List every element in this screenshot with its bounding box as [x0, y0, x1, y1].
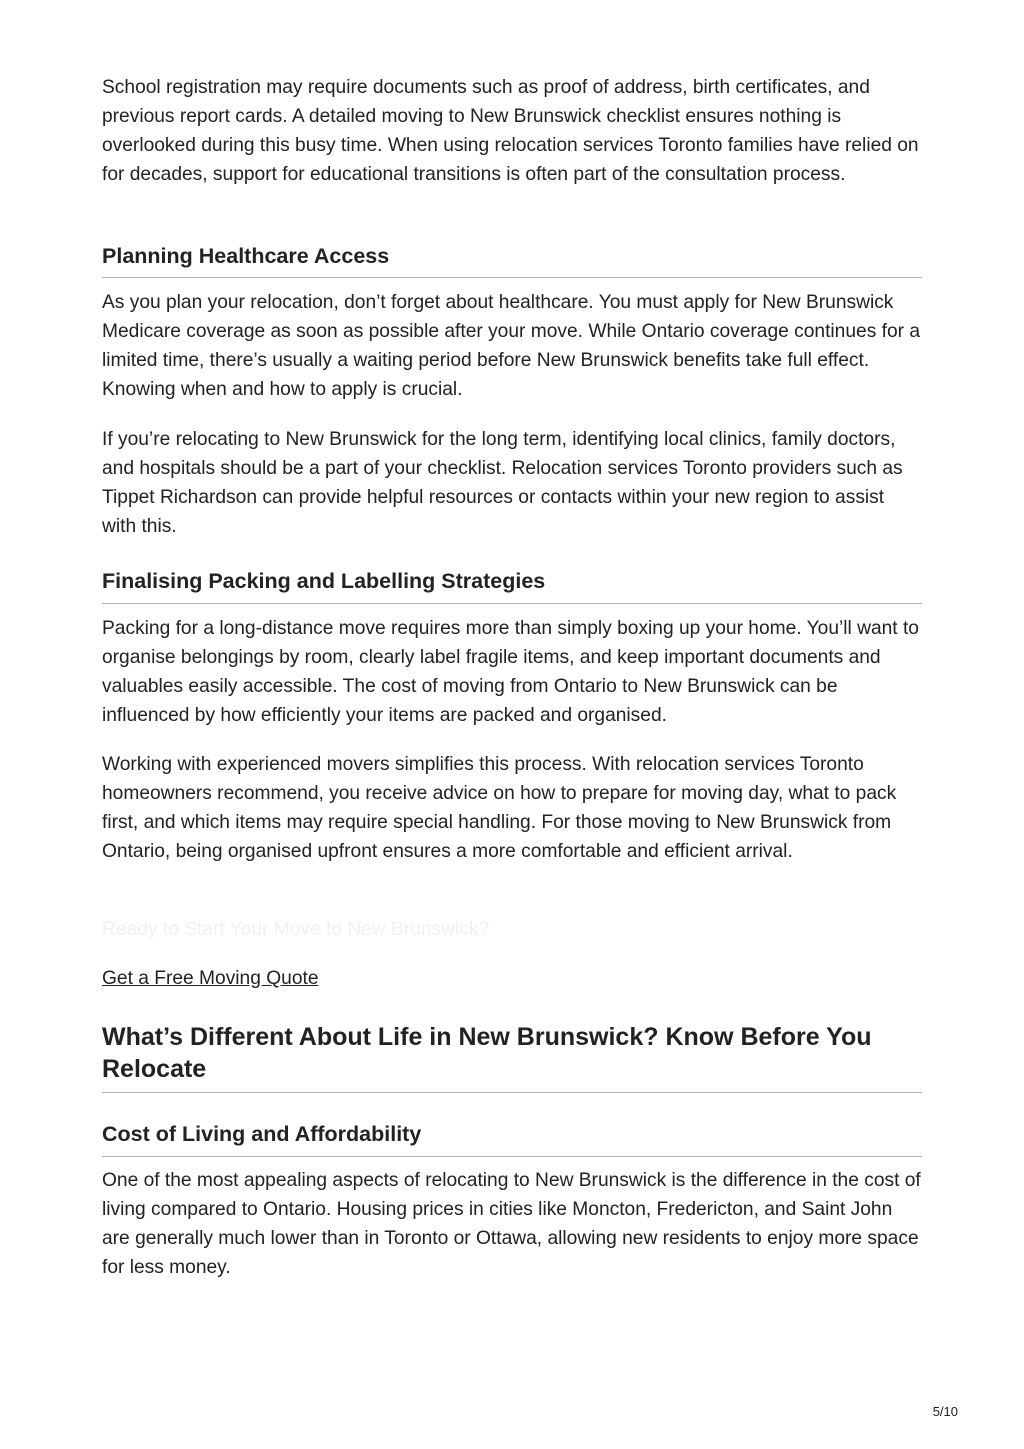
cost-of-living-heading: Cost of Living and Affordability: [102, 1122, 422, 1146]
packing-paragraph-1: Packing for a long-distance move requires more than simply boxing up your home. You’ll want to organise belongings by room, clearly label fragile items, and keep important documents and valuables easily accessible. The cost of moving from Ontario to New Brunswick can be influenced by how efficiently your items are packed and organised.: [102, 618, 919, 726]
healthcare-paragraph-2: If you’re relocating to New Brunswick for the long term, identifying local clinics, family doctors, and hospitals should be a part of your checklist. Relocation services Toronto providers such as Tippet Richardson can provide helpful resources or contacts within your new region to assist with this.: [102, 429, 903, 537]
intro-paragraph: School registration may require documents such as proof of address, birth certificates, and previous report cards. A detailed moving to New Brunswick checklist ensures nothing is overlooked during this busy time. When using relocation services Toronto families have relied on for decades, support for educational transitions is often part of the consultation process.: [102, 77, 919, 185]
healthcare-heading: Planning Healthcare Access: [102, 244, 390, 268]
packing-paragraph-2: Working with experienced movers simplifies this process. With relocation services Toronto homeowners recommend, you receive advice on how to prepare for moving day, what to pack first, and which items may require special handling. For those moving to New Brunswick from Ontario, being organised upfront ensures a more comfortable and efficient arrival.: [102, 754, 897, 862]
page-number: 5/10: [932, 1404, 958, 1419]
cost-of-living-divider: [102, 1156, 922, 1157]
life-section-divider: [102, 1092, 922, 1093]
healthcare-divider: [102, 277, 922, 278]
packing-divider: [102, 603, 922, 604]
free-quote-link[interactable]: Get a Free Moving Quote: [102, 968, 319, 989]
cost-of-living-paragraph: One of the most appealing aspects of relocating to New Brunswick is the difference in the cost of living compared to Ontario. Housing prices in cities like Moncton, Fredericton, and Saint John are generally much lower than in Toronto or Ottawa, allowing new residents to enjoy more space for less money.: [102, 1170, 921, 1278]
packing-heading: Finalising Packing and Labelling Strategies: [102, 569, 546, 593]
life-section-heading: What’s Different About Life in New Brunswick? Know Before You Relocate: [102, 1023, 872, 1083]
cta-faint-heading: Ready to Start Your Move to New Brunswick?: [102, 919, 490, 940]
healthcare-paragraph-1: As you plan your relocation, don’t forget about healthcare. You must apply for New Brunswick Medicare coverage as soon as possible after your move. While Ontario coverage continues for a limited time, there’s usually a waiting period before New Brunswick benefits take full effect. Knowing when and how to apply is crucial.: [102, 292, 921, 400]
